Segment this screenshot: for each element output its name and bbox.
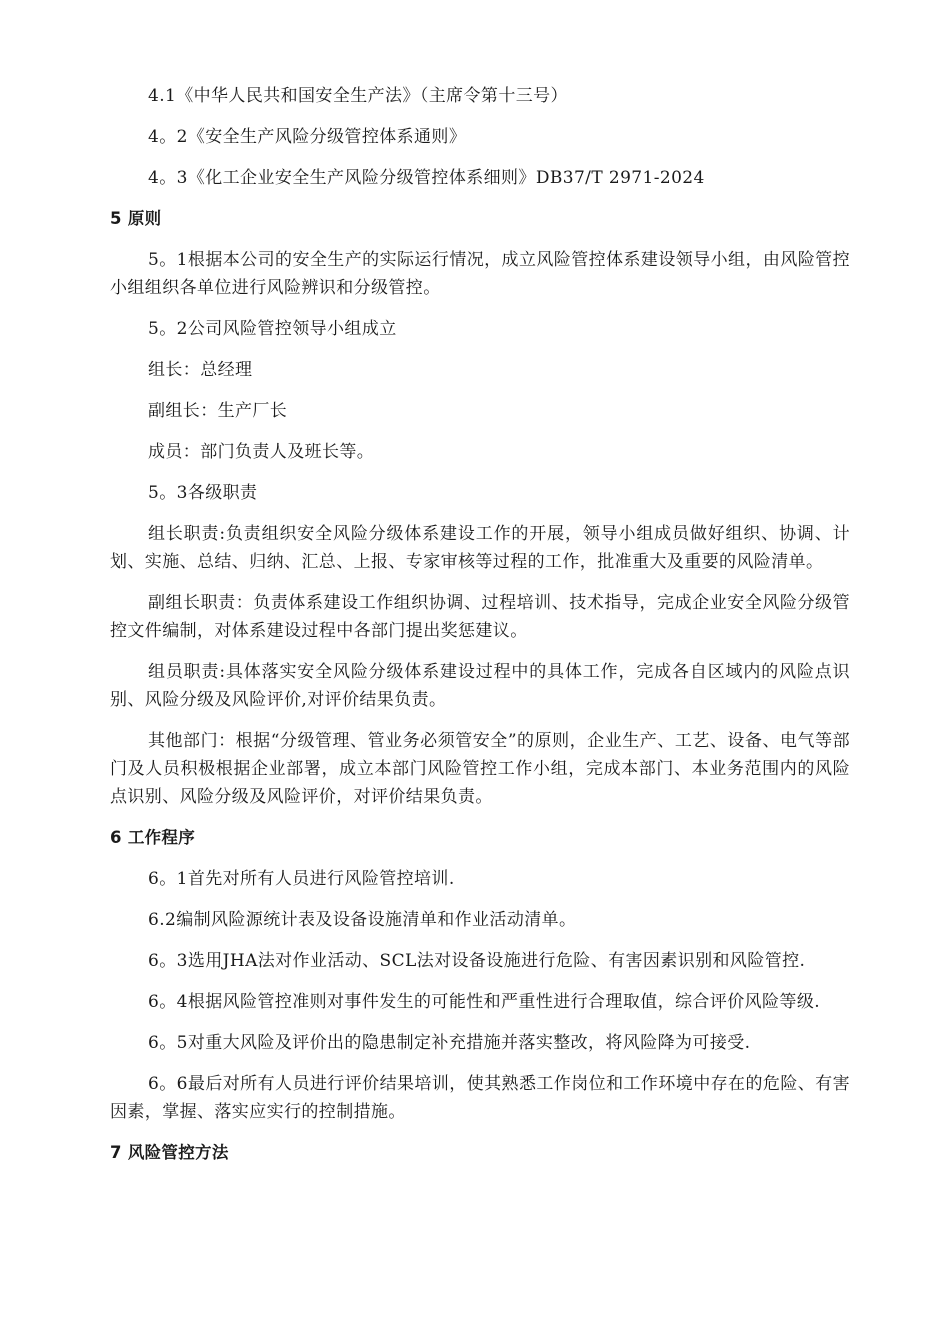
reference-4-2: 4。2《安全生产风险分级管控体系通则》 bbox=[148, 127, 467, 147]
paragraph-5-1: 5。1根据本公司的安全生产的实际运行情况，成立风险管控体系建设领导小组，由风险管控小组组织各单位进行风险辨识和分级管控。 bbox=[110, 250, 850, 298]
deputy-group-leader: 副组长：生产厂长 bbox=[148, 401, 288, 421]
section-6-heading: 6 工作程序 bbox=[110, 828, 196, 847]
document-page bbox=[110, 82, 850, 1167]
group-members: 成员：部门负责人及班长等。 bbox=[148, 442, 375, 462]
paragraph-6-6: 6。6最后对所有人员进行评价结果培训，使其熟悉工作岗位和工作环境中存在的危险、有害因素，掌握、落实应实行的控制措施。 bbox=[110, 1074, 850, 1122]
paragraph-6-4: 6。4根据风险管控准则对事件发生的可能性和严重性进行合理取值，综合评价风险等级. bbox=[148, 992, 821, 1012]
paragraph-6-5: 6。5对重大风险及评价出的隐患制定补充措施并落实整改，将风险降为可接受. bbox=[148, 1033, 751, 1053]
reference-4-3: 4。3《化工企业安全生产风险分级管控体系细则》DB37/T 2971-2024 bbox=[148, 168, 705, 188]
section-5-heading: 5 原则 bbox=[110, 209, 162, 228]
paragraph-6-1: 6。1首先对所有人员进行风险管控培训. bbox=[148, 869, 455, 889]
paragraph-6-2: 6.2编制风险源统计表及设备设施清单和作业活动清单。 bbox=[148, 910, 577, 930]
paragraph-5-2: 5。2公司风险管控领导小组成立 bbox=[148, 319, 397, 339]
other-departments: 其他部门：根据“分级管理、管业务必须管安全”的原则，企业生产、工艺、设备、电气等部门及人员积极根据企业部署，成立本部门风险管控工作小组，完成本部门、本业务范围内的风险点识别、风险分级及风险评价，对评价结果负责。 bbox=[110, 731, 850, 807]
section-7-heading: 7 风险管控方法 bbox=[110, 1143, 229, 1162]
paragraph-6-3: 6。3选用JHA法对作业活动、SCL法对设备设施进行危险、有害因素识别和风险管控. bbox=[148, 951, 806, 971]
deputy-leader-duties: 副组长职责：负责体系建设工作组织协调、过程培训、技术指导，完成企业安全风险分级管控文件编制，对体系建设过程中各部门提出奖惩建议。 bbox=[110, 593, 850, 641]
paragraph-5-3: 5。3各级职责 bbox=[148, 483, 258, 503]
reference-4-1: 4.1《中华人民共和国安全生产法》（主席令第十三号） bbox=[148, 86, 568, 106]
leader-duties: 组长职责:负责组织安全风险分级体系建设工作的开展，领导小组成员做好组织、协调、计划、实施、总结、归纳、汇总、上报、专家审核等过程的工作，批准重大及重要的风险清单。 bbox=[110, 524, 850, 572]
member-duties: 组员职责:具体落实安全风险分级体系建设过程中的具体工作，完成各自区域内的风险点识别、风险分级及风险评价,对评价结果负责。 bbox=[110, 662, 850, 710]
group-leader: 组长：总经理 bbox=[148, 360, 253, 380]
